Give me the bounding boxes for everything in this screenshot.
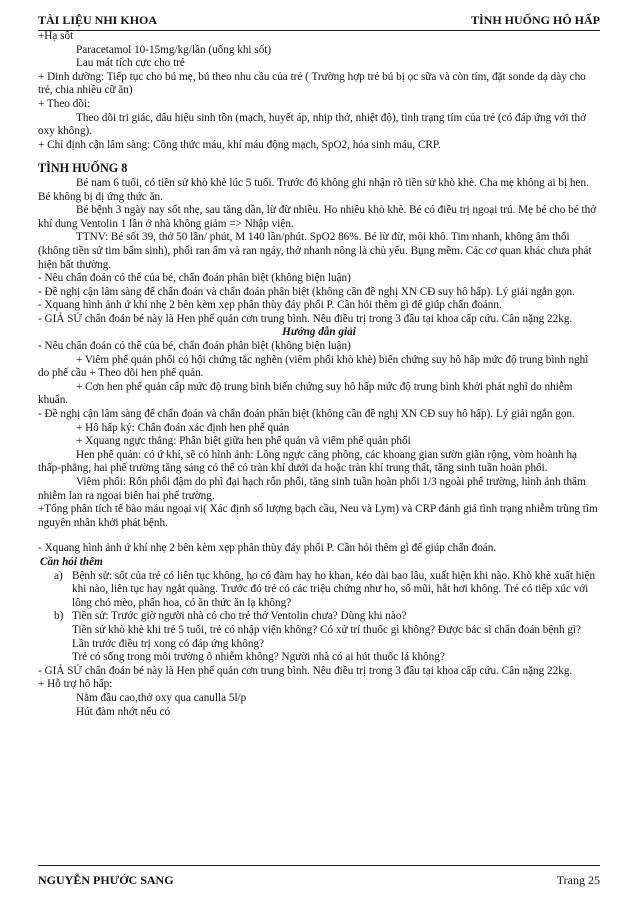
list-text: Trẻ có sống trong môi trường ô nhiễm không? Người nhà có ai hút thuốc lá không? — [72, 651, 445, 664]
answer-line: - GIẢ SỬ chẩn đoán bé này là Hen phế quản cơn trung bình. Nêu điều trị trong 3 đầu tại khoa cấp cứu. Cân nặng 22kg. — [38, 664, 573, 677]
case-paragraph: TTNV: Bé sốt 39, thở 50 lần/ phút, M 140 lần/phút. SpO2 86%. Bé lừ đừ, môi khô. Tim nhanh, không âm thổi (không tiền sử tim bẩm sinh), phổi ran ẩm và ran ngáy, thở nhanh nông là chủ yếu. Bụng mềm. Các cơ quan khác chưa phát hiện bất thường. — [38, 231, 592, 271]
text-line: + Theo dõi: — [38, 97, 91, 110]
question-line: - GIẢ SỬ chẩn đoán bé này là Hen phế quản cơn trung bình. Nêu điều trị trong 3 đầu tại khoa cấp cứu. Cân nặng 22kg. — [38, 312, 573, 325]
case-paragraph: Bé nam 6 tuổi, có tiền sử khò khè lúc 5 tuổi. Trước đó không ghi nhận rõ tiền sử khò khè. Cha mẹ không ai bị hen. Bé không bị dị ứng thức ăn. — [38, 176, 589, 203]
answer-line: + Hỗ trợ hô hấp: — [38, 678, 113, 691]
text-line: + Chỉ định cận lâm sàng: Công thức máu, khí máu động mạch, SpO2, hóa sinh máu, CRP. — [38, 138, 441, 151]
answer-line: Hút đàm nhớt nếu có — [76, 705, 171, 718]
page-footer — [38, 865, 600, 888]
question-line: - Nêu chẩn đoán có thể của bé, chẩn đoán phân biệt (không biện luận) — [38, 272, 351, 285]
sub-heading: Cần hỏi thêm — [40, 555, 103, 568]
text-line: Paracetamol 10-15mg/kg/lần (uống khi sốt) — [76, 43, 272, 56]
text-line: +Hạ sốt — [38, 30, 74, 42]
page-content — [38, 30, 600, 719]
answer-line: Viêm phổi: Rốn phổi đậm do phì đại hạch rốn phổi, tăng sinh tuần hoàn phổi 1/3 ngoài phế trường, hình ảnh thâm nhiễm lan ra ngoại biên hai phế trường. — [38, 476, 586, 502]
list-text: Bệnh sử: sốt của trẻ có liên tục không, ho có đàm hay ho khan, kéo dài bao lâu, xuất hiện khi nào. Khò khè xuất hiện khi nào, liên tục hay ngắt quãng. Trước đó trẻ có các triệu chứng như ho, sổ mũi, hắt hơi không. Trẻ có tiếp xúc với lông chó mèo, phấn hoa, có ăn thức ăn lạ không? — [72, 569, 596, 609]
list-label: a) — [54, 569, 63, 582]
list-text: Tiền sử khò khè khi trẻ 5 tuổi, trẻ có nhập viện không? Có xử trí thuốc gì không? Được bác sĩ chẩn đoán bệnh gì? Lần trước điều trị xong có đáp ứng không? — [72, 623, 582, 650]
answer-line: + Cơn hen phế quản cấp mức độ trung bình biến chứng suy hô hấp mức độ trung bình khởi phát nghĩ do nhiễm khuẩn. — [38, 380, 573, 407]
list-text: Tiền sử: Trước giờ người nhà có cho trẻ thở Ventolin chưa? Dùng khi nào? — [72, 610, 407, 623]
page-header — [38, 10, 600, 31]
question-line: - Xquang hình ảnh ứ khí nhẹ 2 bên kèm xẹp phân thùy đáy phổi P. Cần hỏi thêm gì để giúp chẩn đoánn. — [38, 299, 502, 312]
answer-line: Hen phế quản: có ứ khí, sẽ có hình ảnh: Lồng ngực căng phồng, các khoang gian sườn giãn rộng, vòm hoành hạ thấp-phẳng, hai phế trường tăng sáng có thể có tràn khí dưới da hoặc tràn khí trung thất, tăng sinh tuần hoàn phổi. — [38, 448, 578, 475]
answer-line: +Tổng phân tích tế bào máu ngoại vi( Xác định số lượng bạch cầu, Neu và Lym) và CRP đánh giá tình trạng nhiễm trùng tìm nguyên nhân khởi phát bệnh. — [38, 503, 598, 529]
answer-line: + Xquang ngực thẳng: Phân biệt giữa hen phế quản và viêm phế quản phổi — [76, 435, 411, 448]
answer-line: Nằm đầu cao,thở oxy qua canulla 5l/p — [76, 691, 247, 704]
answer-line: - Nêu chẩn đoán có thể của bé, chẩn đoán phân biệt (không biện luận) — [38, 340, 351, 353]
text-line: + Dinh dưỡng: Tiếp tục cho bú mẹ, bú theo nhu cầu của trẻ ( Trường hợp trẻ bú bị ọc sữa và còn tím, đặt sonde dạ dày cho trẻ, chia nhiều cữ ăn) — [38, 70, 586, 97]
case-paragraph: Bé bệnh 3 ngày nay sốt nhẹ, sau tăng dần, lừ đừ nhiều. Ho nhiều khò khè. Bé có điều trị ngoại trú. Mẹ bé cho bé thở khí dung Ventolin 1 lần ở nhà không giảm => Nhập viện. — [38, 204, 597, 230]
section-heading: TÌNH HUỐNG 8 — [38, 161, 128, 176]
question-line: - Đề nghị cận lâm sàng để chẩn đoán và chẩn đoán phân biệt (không cần đề nghị XN CĐ suy hô hấp). Lý giải ngắn gọn. — [38, 285, 575, 298]
list-label: b) — [54, 610, 64, 623]
answer-line: - Xquang hình ảnh ứ khí nhẹ 2 bên kèm xẹp phân thùy đáy phổi P. Cần hỏi thêm gì để giúp chẩn đoán. — [38, 542, 497, 555]
text-line: Theo dõi tri giác, dấu hiệu sinh tồn (mạch, huyết áp, nhịp thở, nhiệt độ), tình trạng tím của trẻ (có đáp ứng với thở oxy không). — [38, 111, 587, 138]
page-number: Trang 25 — [556, 873, 600, 888]
header-left: TÀI LIỆU NHI KHOA — [38, 13, 158, 28]
list-item — [38, 610, 600, 664]
answer-line: + Hô hấp ký: Chẩn đoán xác định hen phế quản — [76, 421, 290, 434]
header-right: TÌNH HUỐNG HÔ HẤP — [470, 13, 600, 28]
text-line: Lau mát tích cực cho trẻ — [76, 57, 185, 70]
guide-heading: Hướng dẫn giải — [282, 326, 356, 339]
list-item — [38, 570, 600, 611]
footer-author: NGUYỄN PHƯỚC SANG — [38, 873, 174, 888]
answer-line: - Đề nghị cận lâm sàng để chẩn đoán và chẩn đoán phân biệt (không cần đề nghị XN CĐ suy hô hấp). Lý giải ngắn gọn. — [38, 408, 575, 421]
answer-line: + Viêm phế quản phổi có hội chứng tắc nghẽn (viêm phổi khò khè) biến chứng suy hô hấp mức độ trung bình nghĩ do phế cầu + Theo dõi hen phế quản. — [38, 353, 589, 380]
